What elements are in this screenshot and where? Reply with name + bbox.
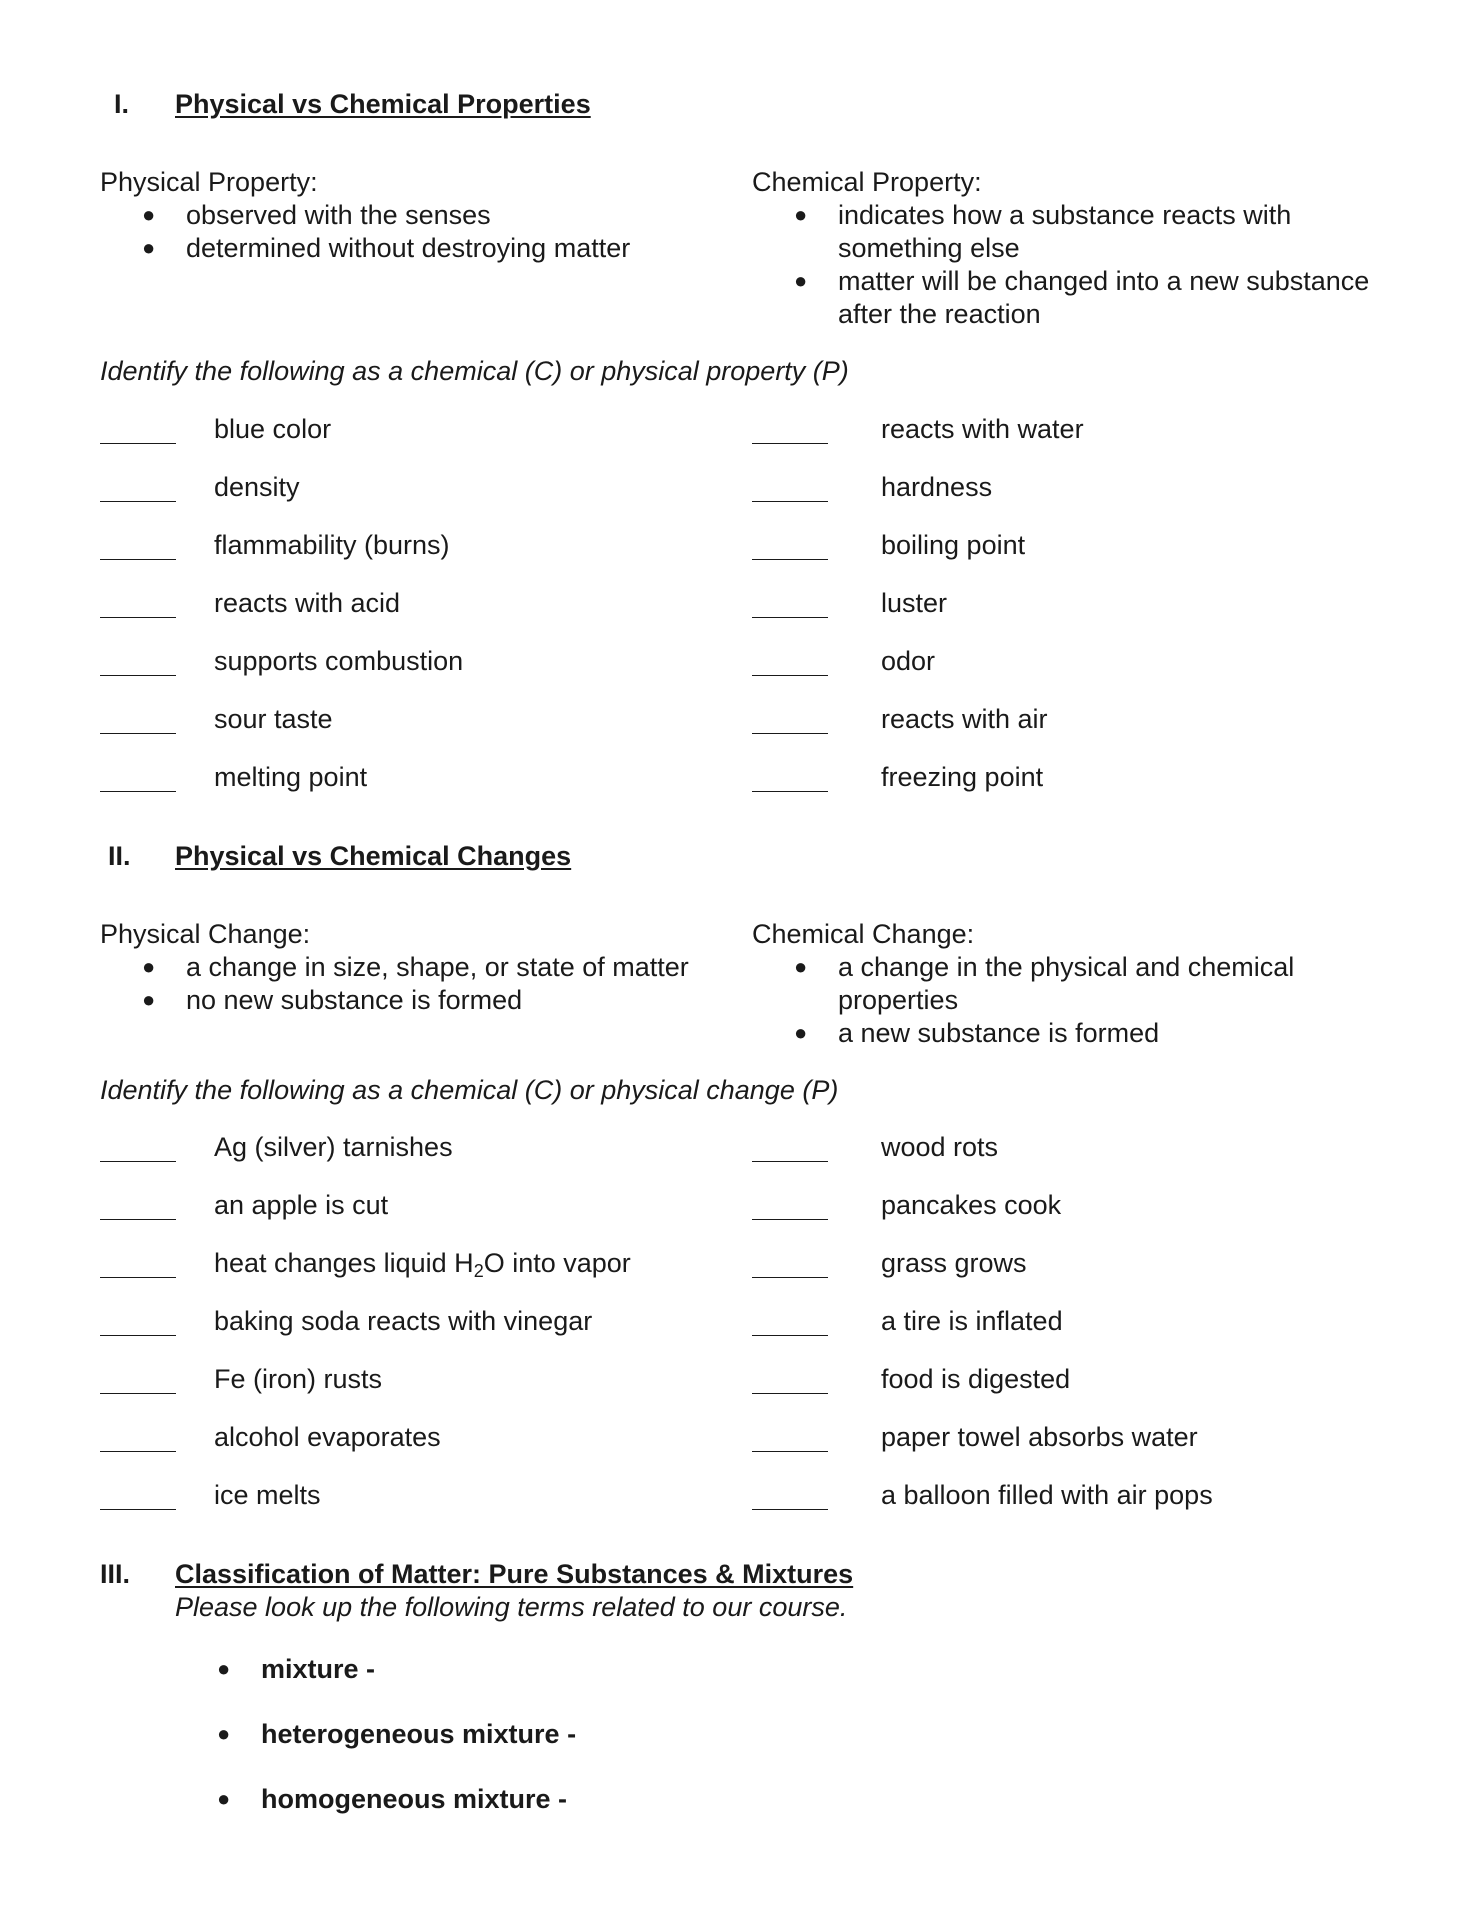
change-item-text: O into vapor <box>483 1248 631 1278</box>
answer-blank[interactable] <box>752 1335 828 1336</box>
property-item: supports combustion <box>214 646 464 676</box>
chemical-property-bullet-line: something else <box>838 233 1020 263</box>
section-3-number: III. <box>100 1559 131 1589</box>
change-item: grass grows <box>881 1248 1027 1278</box>
change-item: wood rots <box>881 1132 999 1162</box>
answer-blank[interactable] <box>100 1509 176 1510</box>
change-item: paper towel absorbs water <box>881 1422 1198 1452</box>
answer-blank[interactable] <box>100 1219 176 1220</box>
answer-blank[interactable] <box>100 559 176 560</box>
answer-blank[interactable] <box>752 1161 828 1162</box>
physical-change-bullet: a change in size, shape, or state of matter <box>186 952 689 982</box>
property-item: freezing point <box>881 762 1044 792</box>
physical-property-heading: Physical Property: <box>100 167 318 197</box>
answer-blank[interactable] <box>100 675 176 676</box>
change-item-text: heat changes liquid H <box>214 1248 474 1278</box>
answer-blank[interactable] <box>100 733 176 734</box>
change-item: a tire is inflated <box>881 1306 1063 1336</box>
answer-blank[interactable] <box>100 443 176 444</box>
change-item: an apple is cut <box>214 1190 389 1220</box>
bullet-icon: ● <box>794 268 808 293</box>
change-item: baking soda reacts with vinegar <box>214 1306 593 1336</box>
section-1-title: Physical vs Chemical Properties <box>175 89 591 119</box>
answer-blank[interactable] <box>100 1335 176 1336</box>
section-2-instruction: Identify the following as a chemical (C) or physical change (P) <box>100 1075 839 1105</box>
physical-property-bullet: determined without destroying matter <box>186 233 631 263</box>
bullet-icon: ● <box>142 202 156 227</box>
answer-blank[interactable] <box>752 733 828 734</box>
property-item: luster <box>881 588 948 618</box>
property-item: reacts with air <box>881 704 1048 734</box>
term-homogeneous-mixture: homogeneous mixture - <box>261 1784 568 1814</box>
change-item: Fe (iron) rusts <box>214 1364 383 1394</box>
answer-blank[interactable] <box>100 1393 176 1394</box>
answer-blank[interactable] <box>752 617 828 618</box>
answer-blank[interactable] <box>100 501 176 502</box>
chemical-property-heading: Chemical Property: <box>752 167 982 197</box>
property-item: hardness <box>881 472 993 502</box>
answer-blank[interactable] <box>752 1219 828 1220</box>
answer-blank[interactable] <box>752 791 828 792</box>
answer-blank[interactable] <box>752 559 828 560</box>
property-item: blue color <box>214 414 332 444</box>
property-item: density <box>214 472 300 502</box>
bullet-icon: ● <box>142 954 156 979</box>
bullet-icon: ● <box>794 954 808 979</box>
answer-blank[interactable] <box>100 1161 176 1162</box>
chemical-change-bullet-line: a new substance is formed <box>838 1018 1160 1048</box>
answer-blank[interactable] <box>752 443 828 444</box>
answer-blank[interactable] <box>752 501 828 502</box>
property-item: boiling point <box>881 530 1026 560</box>
answer-blank[interactable] <box>100 791 176 792</box>
section-2-title: Physical vs Chemical Changes <box>175 841 572 871</box>
subscript-2: 2 <box>473 1261 484 1281</box>
bullet-icon: ● <box>794 1020 808 1045</box>
bullet-icon: ● <box>217 1721 231 1746</box>
bullet-icon: ● <box>794 202 808 227</box>
change-item: Ag (silver) tarnishes <box>214 1132 453 1162</box>
bullet-icon: ● <box>217 1786 231 1811</box>
change-item: ice melts <box>214 1480 321 1510</box>
change-item: food is digested <box>881 1364 1071 1394</box>
answer-blank[interactable] <box>752 1393 828 1394</box>
answer-blank[interactable] <box>752 1277 828 1278</box>
term-mixture: mixture - <box>261 1654 376 1684</box>
property-item: odor <box>881 646 936 676</box>
bullet-icon: ● <box>142 235 156 260</box>
answer-blank[interactable] <box>752 1451 828 1452</box>
chemical-change-bullet-line: a change in the physical and chemical <box>838 952 1295 982</box>
physical-change-heading: Physical Change: <box>100 919 311 949</box>
chemical-property-bullet-line: after the reaction <box>838 299 1041 329</box>
property-item: flammability (burns) <box>214 530 450 560</box>
chemical-change-heading: Chemical Change: <box>752 919 975 949</box>
bullet-icon: ● <box>142 987 156 1012</box>
change-item-h2o <box>214 1247 631 1281</box>
chemical-property-bullet-line: indicates how a substance reacts with <box>838 200 1292 230</box>
section-3-title: Classification of Matter: Pure Substances & Mixtures <box>175 1559 854 1589</box>
term-heterogeneous-mixture: heterogeneous mixture - <box>261 1719 577 1749</box>
answer-blank[interactable] <box>752 675 828 676</box>
answer-blank[interactable] <box>100 1277 176 1278</box>
bullet-icon: ● <box>217 1656 231 1681</box>
section-1-number: I. <box>114 89 130 119</box>
answer-blank[interactable] <box>100 617 176 618</box>
property-item: melting point <box>214 762 368 792</box>
chemical-change-bullet-line: properties <box>838 985 959 1015</box>
change-item: alcohol evaporates <box>214 1422 441 1452</box>
change-item: pancakes cook <box>881 1190 1062 1220</box>
property-item: reacts with water <box>881 414 1084 444</box>
section-3-subtitle: Please look up the following terms related to our course. <box>175 1592 848 1622</box>
section-2-number: II. <box>108 841 131 871</box>
change-item: a balloon filled with air pops <box>881 1480 1213 1510</box>
property-item: sour taste <box>214 704 333 734</box>
property-item: reacts with acid <box>214 588 401 618</box>
section-1-instruction: Identify the following as a chemical (C) or physical property (P) <box>100 356 849 386</box>
physical-change-bullet: no new substance is formed <box>186 985 523 1015</box>
answer-blank[interactable] <box>752 1509 828 1510</box>
chemical-property-bullet-line: matter will be changed into a new substance <box>838 266 1370 296</box>
physical-property-bullet: observed with the senses <box>186 200 491 230</box>
answer-blank[interactable] <box>100 1451 176 1452</box>
